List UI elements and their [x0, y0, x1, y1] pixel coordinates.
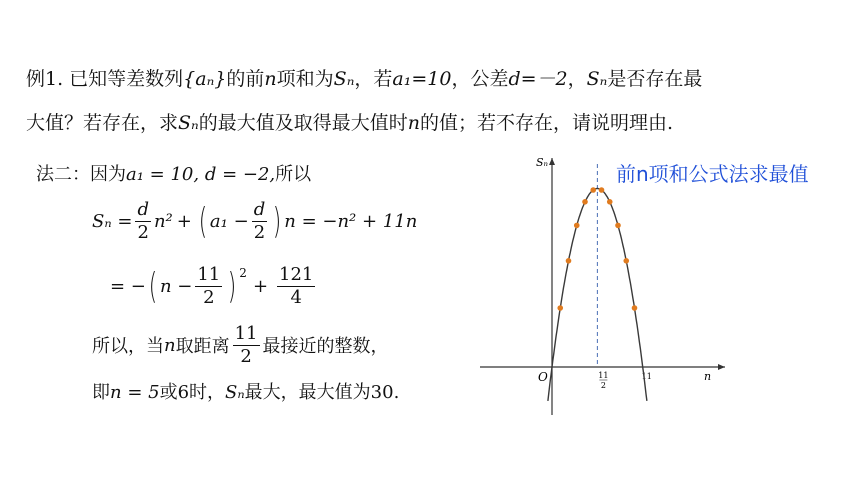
fraction-d-over-2: [135, 199, 151, 244]
x-axis-label: n: [704, 370, 712, 383]
parabola-graph: [470, 150, 730, 420]
data-point: [590, 187, 596, 193]
fraction-d-over-2: [252, 199, 268, 244]
problem-line-1: [26, 64, 702, 91]
problem-text: 的前: [226, 68, 265, 90]
so-text: 所以: [275, 164, 312, 185]
problem-text: 的最大值及取得最大值时: [198, 112, 408, 134]
var-n: n: [407, 112, 420, 134]
plus-sign: +: [252, 275, 269, 297]
tick-11: 11: [641, 372, 652, 381]
eq-lhs: Sₙ =: [92, 210, 133, 232]
data-point: [615, 223, 621, 229]
problem-text: ，公差: [451, 68, 509, 90]
graph-title: 前n项和公式法求最值: [616, 162, 809, 186]
numerator: 11: [197, 263, 221, 285]
a1-value: a₁=10: [392, 68, 452, 90]
left-paren-icon: (: [198, 200, 208, 242]
conclusion-text: 最接近的整数，: [262, 336, 389, 357]
tick-numerator: 11: [598, 371, 609, 380]
right-paren-icon: ): [228, 265, 237, 307]
origin-label: O: [538, 370, 548, 384]
n-squared: n²: [153, 210, 173, 232]
denominator: 2: [253, 221, 266, 243]
given-values: a₁ = 10, d = −2,: [126, 164, 276, 185]
problem-text: 的值；若不存在，请说明理由.: [420, 112, 674, 134]
final-text: 或6时，: [159, 382, 226, 403]
exponent: 2: [239, 266, 247, 280]
fraction-11-over-2: [195, 264, 222, 309]
y-axis-arrow-icon: [549, 158, 555, 165]
equation-1: [92, 196, 417, 246]
a1-term: a₁ −: [209, 210, 249, 232]
left-paren-icon: (: [148, 265, 158, 307]
sequence-symbol: {aₙ}: [183, 68, 227, 90]
n-equals: n = 5: [110, 382, 160, 403]
denominator: 2: [137, 221, 149, 243]
eq-lhs: = −: [110, 275, 146, 297]
problem-line-2: [26, 108, 673, 135]
data-point: [623, 258, 629, 264]
numerator: d: [137, 198, 149, 220]
numerator: 121: [279, 263, 314, 285]
var-n: n: [264, 68, 277, 90]
denominator: 4: [290, 286, 302, 308]
denominator: 2: [240, 345, 252, 367]
final-line: [92, 378, 399, 404]
problem-text: ，: [567, 68, 587, 90]
data-point: [599, 187, 605, 193]
var-sn: Sₙ: [178, 112, 199, 134]
problem-text: 项和为: [276, 68, 334, 90]
data-point: [607, 199, 613, 205]
final-text: 最大，最大值为30.: [244, 382, 400, 403]
final-text: 即: [92, 382, 110, 403]
plus-sign: +: [176, 210, 192, 232]
fraction-121-over-4: [277, 264, 315, 309]
equation-2: [110, 258, 318, 314]
x-axis-arrow-icon: [718, 364, 725, 370]
d-value: d=－2: [508, 68, 568, 90]
data-point: [566, 258, 572, 264]
var-sn: Sₙ: [225, 382, 245, 403]
method-label: 法二：因为: [36, 164, 126, 185]
data-point: [632, 305, 638, 311]
numerator: d: [253, 198, 266, 220]
var-n: n: [164, 334, 176, 356]
var-sn: Sₙ: [333, 68, 355, 90]
problem-text: 是否存在最: [607, 68, 703, 90]
tick-denominator: 2: [600, 381, 606, 390]
numerator: 11: [234, 322, 258, 344]
eq-rhs: n = −n² + 11n: [284, 210, 418, 232]
var-sn: Sₙ: [586, 68, 608, 90]
eq-inner: n −: [159, 275, 193, 297]
denominator: 2: [203, 286, 215, 308]
conclusion-line: [92, 320, 389, 370]
conclusion-text: 取距离: [175, 336, 230, 357]
data-point: [574, 223, 580, 229]
data-point: [582, 199, 588, 205]
problem-text: ，若: [354, 68, 393, 90]
conclusion-text: 所以，当: [92, 336, 164, 357]
problem-text: 大值？若存在，求: [26, 112, 179, 134]
y-axis-label: Sₙ: [536, 156, 548, 169]
tick-11-over-2: [598, 371, 608, 390]
problem-text: 例1. 已知等差数列: [26, 68, 184, 90]
fraction-11-over-2: [233, 323, 260, 368]
right-paren-icon: ): [273, 200, 282, 242]
data-point: [557, 305, 563, 311]
solution-line-1: [36, 160, 311, 186]
